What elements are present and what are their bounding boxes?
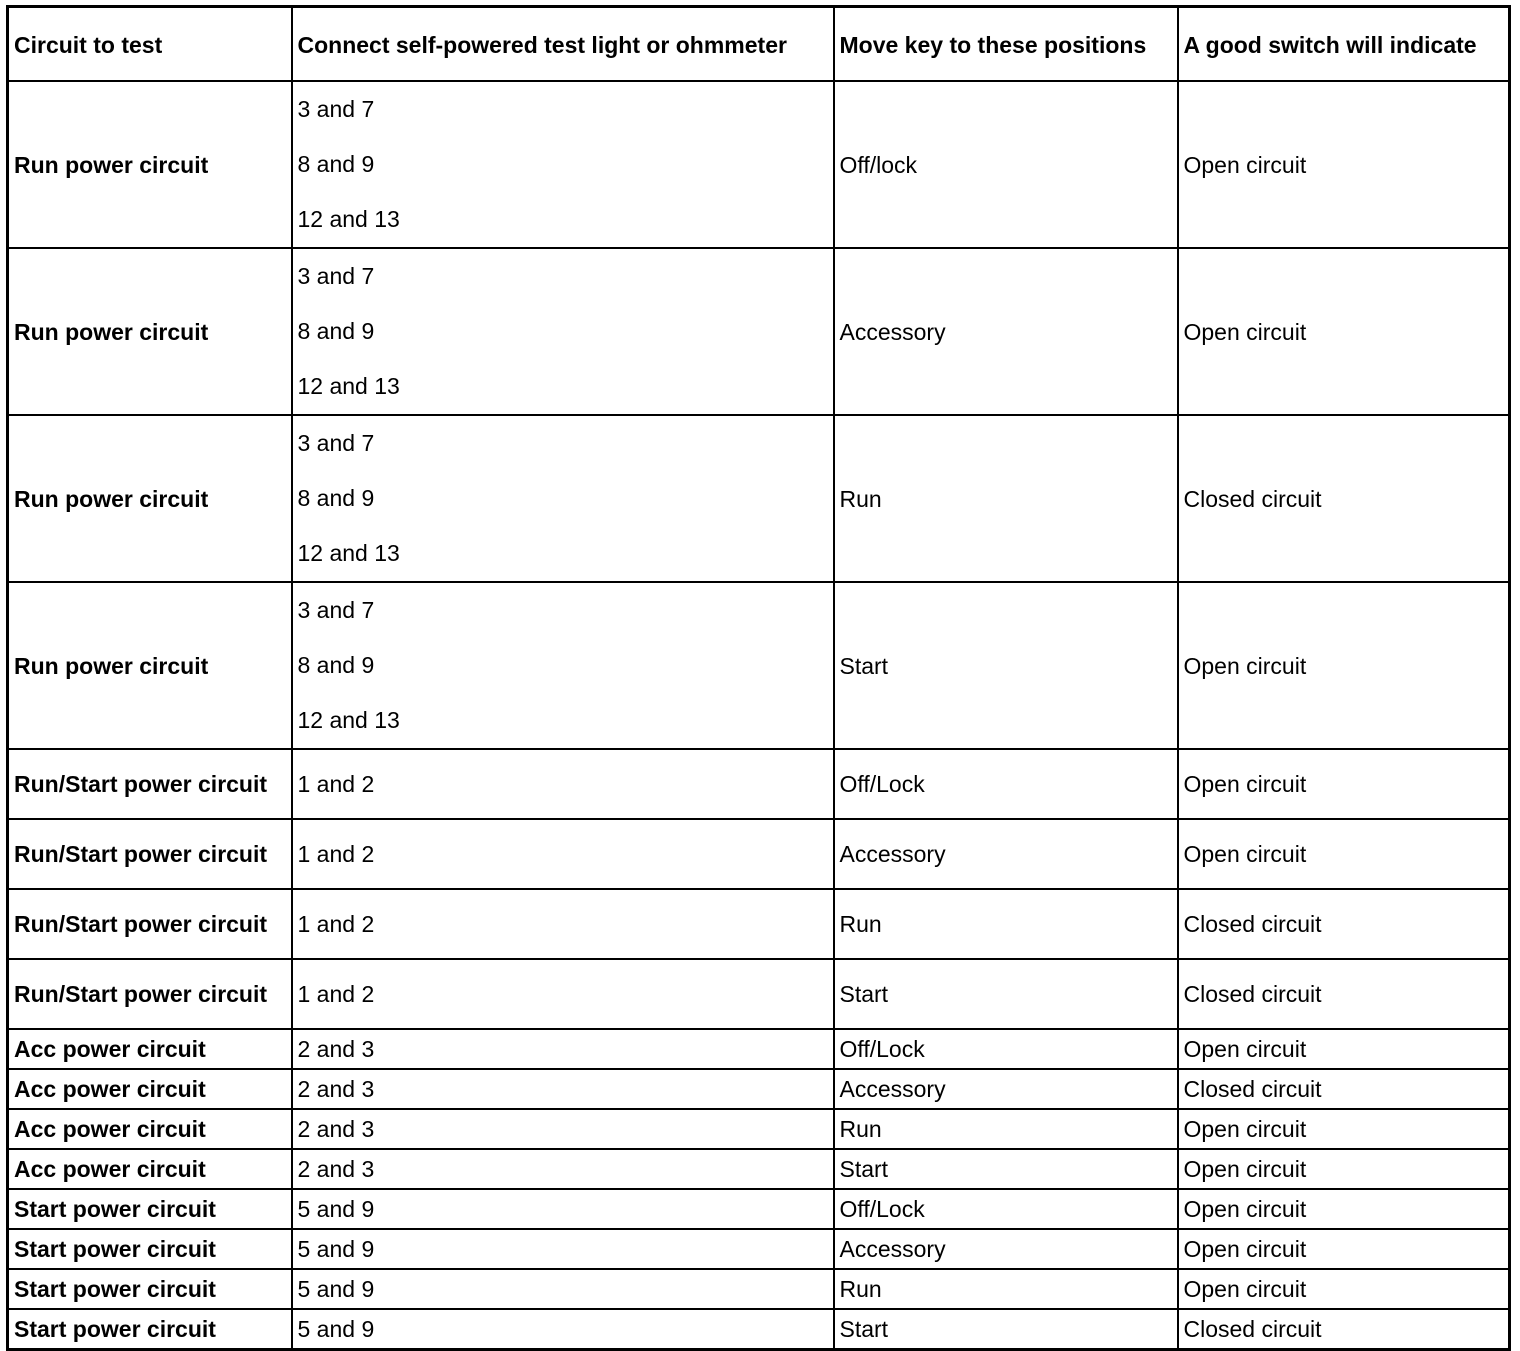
pin-pair: 8 and 9 xyxy=(297,652,375,678)
connect-cell: 2 and 3 xyxy=(292,1109,834,1149)
circuit-cell: Run power circuit xyxy=(8,248,292,415)
key-position-cell: Accessory xyxy=(834,819,1178,889)
circuit-cell: Run power circuit xyxy=(8,582,292,749)
indication-cell: Open circuit xyxy=(1178,1029,1510,1069)
connect-cell: 5 and 9 xyxy=(292,1189,834,1229)
pin-list xyxy=(298,249,828,414)
table-row xyxy=(8,1269,1510,1309)
pin-list xyxy=(298,583,828,748)
table-row xyxy=(8,749,1510,819)
indication-cell: Open circuit xyxy=(1178,1229,1510,1269)
circuit-cell: Start power circuit xyxy=(8,1229,292,1269)
key-position-cell: Start xyxy=(834,1149,1178,1189)
table-row xyxy=(8,959,1510,1029)
pin-pair: 8 and 9 xyxy=(297,318,375,344)
header-row xyxy=(8,7,1510,82)
key-position-cell: Run xyxy=(834,889,1178,959)
table-row xyxy=(8,1309,1510,1350)
pin-pair: 12 and 13 xyxy=(297,540,400,566)
pin-pair: 8 and 9 xyxy=(297,151,375,177)
connect-cell: 5 and 9 xyxy=(292,1309,834,1350)
circuit-cell: Run power circuit xyxy=(8,415,292,582)
key-position-cell: Start xyxy=(834,1309,1178,1350)
header-key-position: Move key to these positions xyxy=(834,7,1178,82)
ignition-switch-test-table xyxy=(6,5,1511,1351)
connect-cell xyxy=(292,81,834,248)
key-position-cell: Off/Lock xyxy=(834,1189,1178,1229)
table-row xyxy=(8,889,1510,959)
table-body xyxy=(8,81,1510,1350)
pin-pair: 3 and 7 xyxy=(297,430,375,456)
circuit-cell: Start power circuit xyxy=(8,1189,292,1229)
table-row xyxy=(8,415,1510,582)
key-position-cell: Start xyxy=(834,959,1178,1029)
table-row xyxy=(8,1069,1510,1109)
indication-cell: Open circuit xyxy=(1178,819,1510,889)
key-position-cell: Accessory xyxy=(834,1069,1178,1109)
table-row xyxy=(8,1229,1510,1269)
indication-cell: Open circuit xyxy=(1178,749,1510,819)
indication-cell: Open circuit xyxy=(1178,1149,1510,1189)
pin-pair: 12 and 13 xyxy=(297,206,400,232)
indication-cell: Open circuit xyxy=(1178,582,1510,749)
key-position-cell: Run xyxy=(834,415,1178,582)
table-row xyxy=(8,248,1510,415)
table-row xyxy=(8,582,1510,749)
circuit-cell: Acc power circuit xyxy=(8,1149,292,1189)
pin-pair: 12 and 13 xyxy=(297,707,400,733)
pin-pair: 3 and 7 xyxy=(297,263,375,289)
connect-cell: 5 and 9 xyxy=(292,1229,834,1269)
indication-cell: Open circuit xyxy=(1178,1189,1510,1229)
header-connect: Connect self-powered test light or ohmmeter xyxy=(292,7,834,82)
circuit-cell: Run/Start power circuit xyxy=(8,749,292,819)
key-position-cell: Run xyxy=(834,1109,1178,1149)
connect-cell: 1 and 2 xyxy=(292,819,834,889)
connect-cell: 1 and 2 xyxy=(292,749,834,819)
indication-cell: Open circuit xyxy=(1178,248,1510,415)
table-row xyxy=(8,1189,1510,1229)
circuit-cell: Run/Start power circuit xyxy=(8,959,292,1029)
table-row xyxy=(8,1029,1510,1069)
connect-cell xyxy=(292,415,834,582)
indication-cell: Closed circuit xyxy=(1178,415,1510,582)
pin-pair: 3 and 7 xyxy=(297,96,375,122)
connect-cell xyxy=(292,582,834,749)
key-position-cell: Accessory xyxy=(834,248,1178,415)
circuit-cell: Acc power circuit xyxy=(8,1069,292,1109)
table-row xyxy=(8,1149,1510,1189)
circuit-cell: Run/Start power circuit xyxy=(8,889,292,959)
pin-list xyxy=(298,416,828,581)
circuit-cell: Acc power circuit xyxy=(8,1029,292,1069)
indication-cell: Closed circuit xyxy=(1178,1309,1510,1350)
pin-list xyxy=(298,82,828,247)
connect-cell: 1 and 2 xyxy=(292,889,834,959)
circuit-cell: Acc power circuit xyxy=(8,1109,292,1149)
connect-cell xyxy=(292,248,834,415)
header-indication: A good switch will indicate xyxy=(1178,7,1510,82)
pin-pair: 12 and 13 xyxy=(297,373,400,399)
key-position-cell: Start xyxy=(834,582,1178,749)
circuit-cell: Start power circuit xyxy=(8,1309,292,1350)
table-row xyxy=(8,819,1510,889)
table-row xyxy=(8,81,1510,248)
key-position-cell: Accessory xyxy=(834,1229,1178,1269)
indication-cell: Closed circuit xyxy=(1178,959,1510,1029)
indication-cell: Open circuit xyxy=(1178,81,1510,248)
connect-cell: 2 and 3 xyxy=(292,1069,834,1109)
pin-pair: 8 and 9 xyxy=(297,485,375,511)
key-position-cell: Run xyxy=(834,1269,1178,1309)
circuit-cell: Run/Start power circuit xyxy=(8,819,292,889)
connect-cell: 2 and 3 xyxy=(292,1029,834,1069)
key-position-cell: Off/lock xyxy=(834,81,1178,248)
connect-cell: 2 and 3 xyxy=(292,1149,834,1189)
circuit-cell: Run power circuit xyxy=(8,81,292,248)
key-position-cell: Off/Lock xyxy=(834,749,1178,819)
key-position-cell: Off/Lock xyxy=(834,1029,1178,1069)
indication-cell: Open circuit xyxy=(1178,1269,1510,1309)
document-page xyxy=(6,5,1511,1351)
connect-cell: 1 and 2 xyxy=(292,959,834,1029)
connect-cell: 5 and 9 xyxy=(292,1269,834,1309)
indication-cell: Open circuit xyxy=(1178,1109,1510,1149)
table-row xyxy=(8,1109,1510,1149)
header-circuit: Circuit to test xyxy=(8,7,292,82)
pin-pair: 3 and 7 xyxy=(297,597,375,623)
indication-cell: Closed circuit xyxy=(1178,1069,1510,1109)
indication-cell: Closed circuit xyxy=(1178,889,1510,959)
circuit-cell: Start power circuit xyxy=(8,1269,292,1309)
